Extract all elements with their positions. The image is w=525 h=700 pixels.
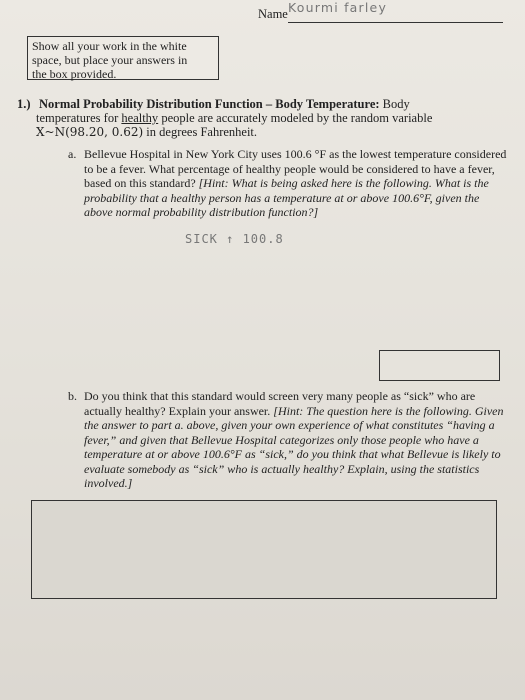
part-a xyxy=(68,147,508,220)
name-underline xyxy=(288,22,503,23)
instructions-line: space, but place your answers in xyxy=(32,53,188,67)
instructions-box xyxy=(27,36,219,80)
name-label: Name xyxy=(258,7,288,21)
student-name: Kourmi farley xyxy=(288,0,388,15)
problem-number: 1.) xyxy=(17,97,31,111)
part-b-answer-box[interactable] xyxy=(31,500,497,599)
instructions-line: Show all your work in the white xyxy=(32,39,187,53)
instructions-line: the box provided. xyxy=(32,67,117,81)
problem-underlined-word: healthy xyxy=(121,111,159,125)
part-a-letter: a. xyxy=(68,147,77,161)
part-b-hint: [Hint: The question here is the following. Given the answer to part a. above, given your own experience of what constitutes “having a fever,” and given that Bellevue Hospital categorizes only those people who have a temperature at or above 100.6°F as “sick,” do you think that what Bellevue is likely to evaluate somebody as “sick” who is actually healthy? Explain, using the statistics involved.] xyxy=(84,403,504,490)
problem-text: temperatures for xyxy=(36,111,119,125)
part-b-question: Do you think that this standard would screen very many people as “sick” who are actually healthy? Explain your answer. xyxy=(84,389,476,418)
part-a-answer-box[interactable] xyxy=(379,350,500,381)
part-a-question: Bellevue Hospital in New York City uses 100.6 °F as the lowest temperature considered to be a fever. What percentage of healthy people would be considered to have a fever, based on this standard? xyxy=(84,147,507,190)
problem-1 xyxy=(17,97,497,139)
part-b xyxy=(68,389,508,491)
part-b-letter: b. xyxy=(68,389,77,403)
distribution-notation: X~N(98.20, 0.62) xyxy=(36,125,144,139)
part-a-hint: [Hint: What is being asked here is the following. What is the probability that a healthy person has a temperature at or above 100.6°F, given the above normal probability distribution function?] xyxy=(84,176,489,219)
problem-text: Body xyxy=(382,97,410,111)
problem-units: in degrees Fahrenheit. xyxy=(146,125,258,139)
problem-title: Normal Probability Distribution Function – Body Temperature: xyxy=(39,97,380,111)
handwritten-work: SICK ↑ 100.8 xyxy=(185,232,284,246)
problem-text: people are accurately modeled by the random variable xyxy=(161,111,433,125)
